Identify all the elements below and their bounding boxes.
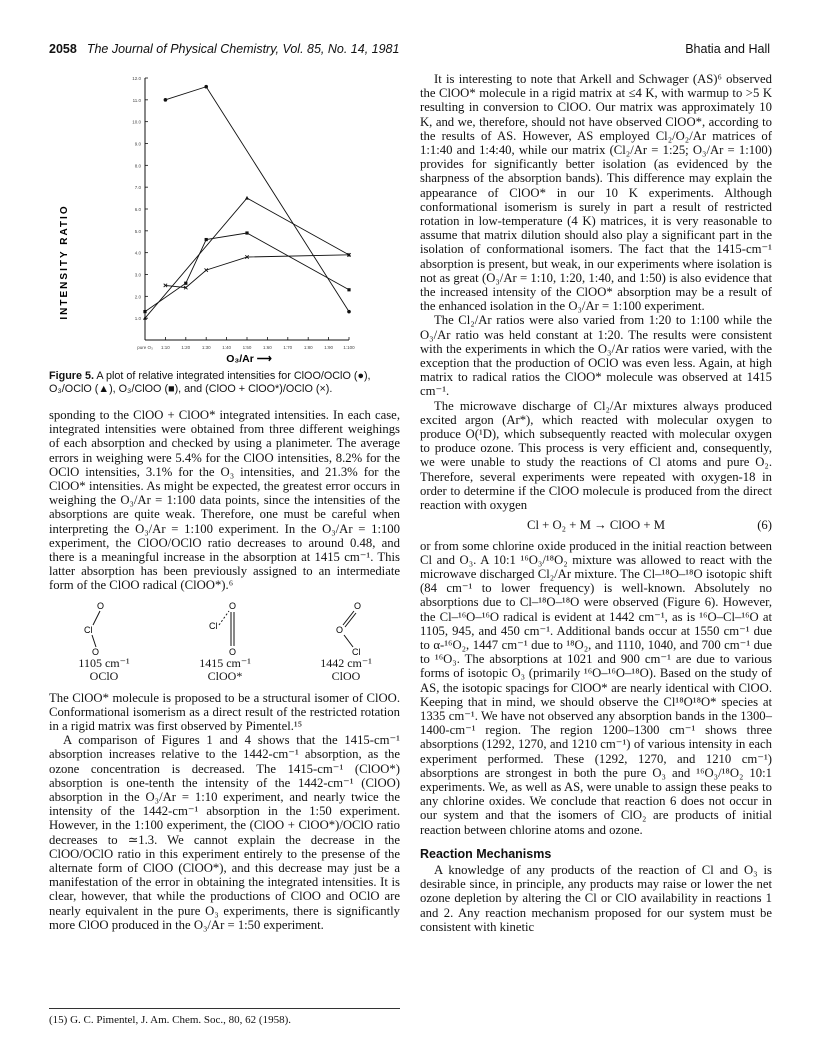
x-tick-label: pure O₃	[137, 345, 153, 350]
isomer-name-3: ClOO	[331, 668, 361, 683]
section-heading: Reaction Mechanisms	[420, 846, 552, 861]
cloo-structure-icon	[316, 599, 376, 657]
page-number: 2058	[49, 42, 77, 56]
right-paragraph-1: It is interesting to note that Arkell and Schwager (AS)⁶ observed the ClOO* molecule in a rigid matrix at ≤4 K, with warmup to >5 K resulting in conversion to ClOO. Our matrix was approximately 10 K, and we, therefore, should not have observed ClOO*, according to the results of AS. However, AS employed Cl₂/O₂/Ar matrices of 1:1:40 and 1:4:40, while our matrix (Cl₂/Ar = 1:25; O₃/Ar = 1:100) provides for significantly better isolation (as evidenced by the sharpness of the absorption bands). This difference may explain the appearance of ClOO* in our 10 K experiments. Although conformational isomerism is surely in part a result of restricted rotation in low-temperature (4 K) matrices, it is very reasonable to assume that matrix dilution should also play a significant part in the isolation of conformational isomers. The fact that the 1415-cm⁻¹ absorption is present, but weak, in our experiments where isolation is not as great (O₃/Ar = 1:10, 1:20, 1:40, and 1:50) is also evidence that the increased intensity of the ClOO* absorption may be a result of the enhanced isolation in the O₃/Ar = 1:100 experiment.	[420, 72, 772, 314]
data-point-square	[245, 231, 248, 234]
y-tick-label: 1.0	[134, 316, 141, 322]
isomer-structures	[49, 599, 400, 687]
svg-text:O: O	[92, 646, 100, 657]
svg-text:O: O	[336, 624, 344, 635]
x-tick-label: 1:100	[343, 345, 355, 350]
cloo-star-structure-icon	[195, 599, 255, 657]
svg-text:O: O	[97, 600, 105, 611]
running-header	[49, 42, 770, 58]
data-point-square	[143, 310, 146, 313]
figure-5	[49, 72, 400, 366]
right-paragraph-5: A knowledge of any products of the reaction of Cl and O₃ is desirable since, in principle, any products may raise or lower the net ozone depletion by altering the Cl or ClO availability in reactions 1 and 2. Any reaction mechanism proposed for our system must be consistent with kinetic	[420, 862, 772, 934]
footnote: (15) G. C. Pimentel, J. Am. Chem. Soc., 80, 62 (1958).	[49, 1008, 400, 1026]
chart-xlabel: O₃/Ar ⟶	[226, 353, 272, 365]
svg-text:Cl: Cl	[84, 624, 93, 635]
series-line	[165, 255, 349, 288]
svg-text:O: O	[354, 600, 362, 611]
chart-ylabel: INTENSITY RATIO	[59, 204, 70, 320]
header-left	[49, 42, 399, 56]
data-point-circle	[164, 98, 168, 102]
left-paragraph-1: sponding to the ClOO + ClOO* integrated intensities. In each case, integrated intensities were obtained from three different weighings of each absorption and checked by using a planimeter. The average errors in weighing were 5.4% for the ClOO intensities, 8.2% for the OClO intensities, 3.1% for the O₃ intensities, and 21.3% for the ClOO* intensities. As might be expected, the greatest error occurs in weighing the O₃/Ar = 1:100 data points, since the intensities of the absorptions are quite weak. Therefore, one must be careful when interpreting the O₃/Ar = 1:100 experiment. In the O₃/Ar = 1:100 experiment, the ClOO/OClO ratio decreases to around 0.48, and there is a meaningful increase in the absorption at 1415 cm⁻¹. This latter absorption has been previously assigned to an intermediate form of the ClOO radical (ClOO*).⁶	[49, 408, 400, 593]
caption-label: Figure 5.	[49, 370, 94, 382]
x-tick-label: 1:90	[324, 345, 333, 350]
y-tick-label: 9.0	[134, 141, 141, 147]
left-paragraph-3: A comparison of Figures 1 and 4 shows that the 1415-cm⁻¹ absorption increases relative to the 1442-cm⁻¹ absorption, as the ozone concentration is decreased. The 1415-cm⁻¹ (ClOO*) absorption is one-tenth the intensity of the 1442-cm⁻¹ (ClOO) absorption in the O₃/Ar = 1:10 experiment, and nearly twice the intensity of the 1442-cm⁻¹ absorption in the 1:50 experiment. However, in the 1:100 experiment, the (ClOO + ClOO*)/OClO ratio decreases to ≃1.3. We cannot explain the decrease in the ClOO/OClO ratio in this experiment entirely to the presense of the alternate form of ClOO (ClOO*), and this decrease may just be a manifestation of the error in obtaining the integrated intensities. It is clear, however, that while the productions of ClOO and OClO are nearly equivalent in the pure O₃ experiments, there is significantly more ClOO produced in the O₃/Ar = 1:50 experiment.	[49, 733, 400, 932]
x-tick-label: 1:40	[222, 345, 231, 350]
svg-text:Cl: Cl	[352, 646, 361, 657]
isomer-freq-1: 1105 cm⁻¹	[78, 655, 130, 670]
x-tick-label: 1:10	[161, 345, 170, 350]
y-tick-label: 11.0	[132, 97, 141, 103]
equation-text: Cl + O₂ + M → ClOO + M	[527, 518, 665, 533]
caption-text: A plot of relative integrated intensities for ClOO/OClO (●), O₃/OClO (▲), O₃/ClOO (■), and (ClOO + ClOO*)/OClO (×).	[49, 370, 371, 395]
left-column	[49, 72, 400, 932]
isomer-cloo	[301, 599, 391, 683]
isomer-freq-3: 1442 cm⁻¹	[320, 655, 372, 670]
right-paragraph-4: or from some chlorine oxide produced in the initial reaction between Cl and O₃. A 10:1 ¹⁶O₃/¹⁸O₂ mixture was allowed to react with the microwave discharged Cl₂/Ar mixture. The Cl–¹⁸O–¹⁸O isotopic shift (84 cm⁻¹ to lower frequency) is well-known. Absolutely no absorptions due to Cl–¹⁸O–¹⁸O were observed (Figure 6). However, the Cl–¹⁶O–¹⁶O radical is evident at 1442 cm⁻¹, as is ¹⁶O–Cl–¹⁶O at 1105, 945, and 450 cm⁻¹. Additional bands occur at 1550 cm⁻¹ due to α-¹⁶O₂, 1447 cm⁻¹ due to ¹⁸O₂, and 1110, 1040, and 700 cm⁻¹ due to ¹⁶O₃. The absorptions at 1021 and 900 cm⁻¹ are due to various forms of isotopic O₃ (primarily ¹⁶O–¹⁶O–¹⁸O). Based on the study of AS, the isotopic spacings for ClOO* are nearly identical with ClOO. Keeping that in mind, we should observe the Cl¹⁸O¹⁸O* species at 1335 cm⁻¹. We have not observed any absorption bands in the 1300–1400-cm⁻¹ region. The region 1200–1300 cm⁻¹ shows three absorptions (1292, 1270, and 1210 cm⁻¹) of various intensity in each experiment performed. These (1292, 1270, and 1210 cm⁻¹) absorptions are strongest in both the pure O₃ and ¹⁶O₃/¹⁸O₂ 10:1 experiments. We, as well as AS, were unable to assign these peaks to any chlorine oxides. We conclude that reaction 6 does not occur in our system and that the isomers of ClO₂ are products of initial reaction between chlorine atoms and ozone.	[420, 538, 772, 837]
svg-text:O: O	[229, 600, 237, 611]
equation-6	[420, 518, 772, 532]
figure-caption	[49, 370, 400, 396]
y-tick-label: 8.0	[134, 163, 141, 169]
y-tick-label: 4.0	[134, 250, 141, 256]
y-tick-label: 7.0	[134, 185, 141, 191]
x-tick-label: 1:80	[303, 345, 313, 350]
right-column	[420, 72, 772, 934]
series-line	[165, 87, 349, 312]
isomer-oclo	[59, 599, 149, 683]
isomer-name-1: OClO	[89, 668, 119, 683]
svg-text:Cl: Cl	[209, 620, 218, 631]
isomer-name-2: ClOO*	[207, 668, 243, 683]
svg-text:O: O	[229, 646, 237, 657]
data-point-circle	[347, 310, 351, 314]
data-point-triangle	[245, 196, 249, 200]
intensity-ratio-chart	[49, 72, 400, 366]
oclo-structure-icon	[74, 599, 134, 657]
y-tick-label: 5.0	[134, 228, 141, 234]
y-tick-label: 12.0	[132, 76, 141, 81]
isomer-freq-2: 1415 cm⁻¹	[199, 655, 251, 670]
y-tick-label: 6.0	[134, 207, 141, 212]
data-point-square	[205, 238, 208, 241]
x-tick-label: 1:60	[263, 345, 272, 350]
header-authors: Bhatia and Hall	[685, 42, 770, 56]
y-tick-label: 10.0	[132, 119, 141, 125]
chart-axes	[145, 78, 349, 340]
y-tick-label: 3.0	[134, 272, 141, 278]
equation-number: (6)	[757, 518, 772, 533]
x-tick-label: 1:70	[283, 345, 293, 350]
data-point-circle	[204, 85, 208, 89]
y-tick-label: 2.0	[134, 294, 141, 300]
chart-ticks	[132, 76, 355, 350]
journal-name: The Journal of Physical Chemistry, Vol. 85, No. 14, 1981	[86, 42, 400, 56]
right-paragraph-3: The microwave discharge of Cl₂/Ar mixtures always produced excited argon (Ar*), which reacted with molecular oxygen to produce O(¹D), which subsequently reacted with molecular oxygen to produce ozone. This process is very efficient and, consequently, we were unable to study the reactions of Cl atoms and pure O₂. Therefore, several experiments were repeated with oxygen-18 in order to determine if the ClOO molecule is produced from the direct reaction with oxygen	[420, 398, 772, 513]
series-line	[145, 198, 349, 318]
x-tick-label: 1:50	[242, 345, 252, 350]
data-point-square	[184, 282, 187, 285]
isomer-cloo-star	[180, 599, 270, 683]
x-tick-label: 1:20	[181, 345, 191, 350]
x-tick-label: 1:30	[201, 345, 211, 350]
chart-series	[143, 85, 351, 320]
left-paragraph-2: The ClOO* molecule is proposed to be a structural isomer of ClOO. Conformational isomerism as a direct result of the restricted rotation in a rigid matrix was first observed by Pimentel.¹⁵	[49, 690, 400, 734]
right-paragraph-2: The Cl₂/Ar ratios were also varied from 1:20 to 1:100 while the O₃/Ar ratio was held constant at 1:20. The results were consistent with the experiments in which the O₃/Ar ratios were varied, with the exception that the production of OClO was even less. Again, at high matrix to radical ratios the ClOO* molecule was observed at 1415 cm⁻¹.	[420, 313, 772, 399]
data-point-square	[347, 288, 350, 291]
series-line	[145, 233, 349, 312]
